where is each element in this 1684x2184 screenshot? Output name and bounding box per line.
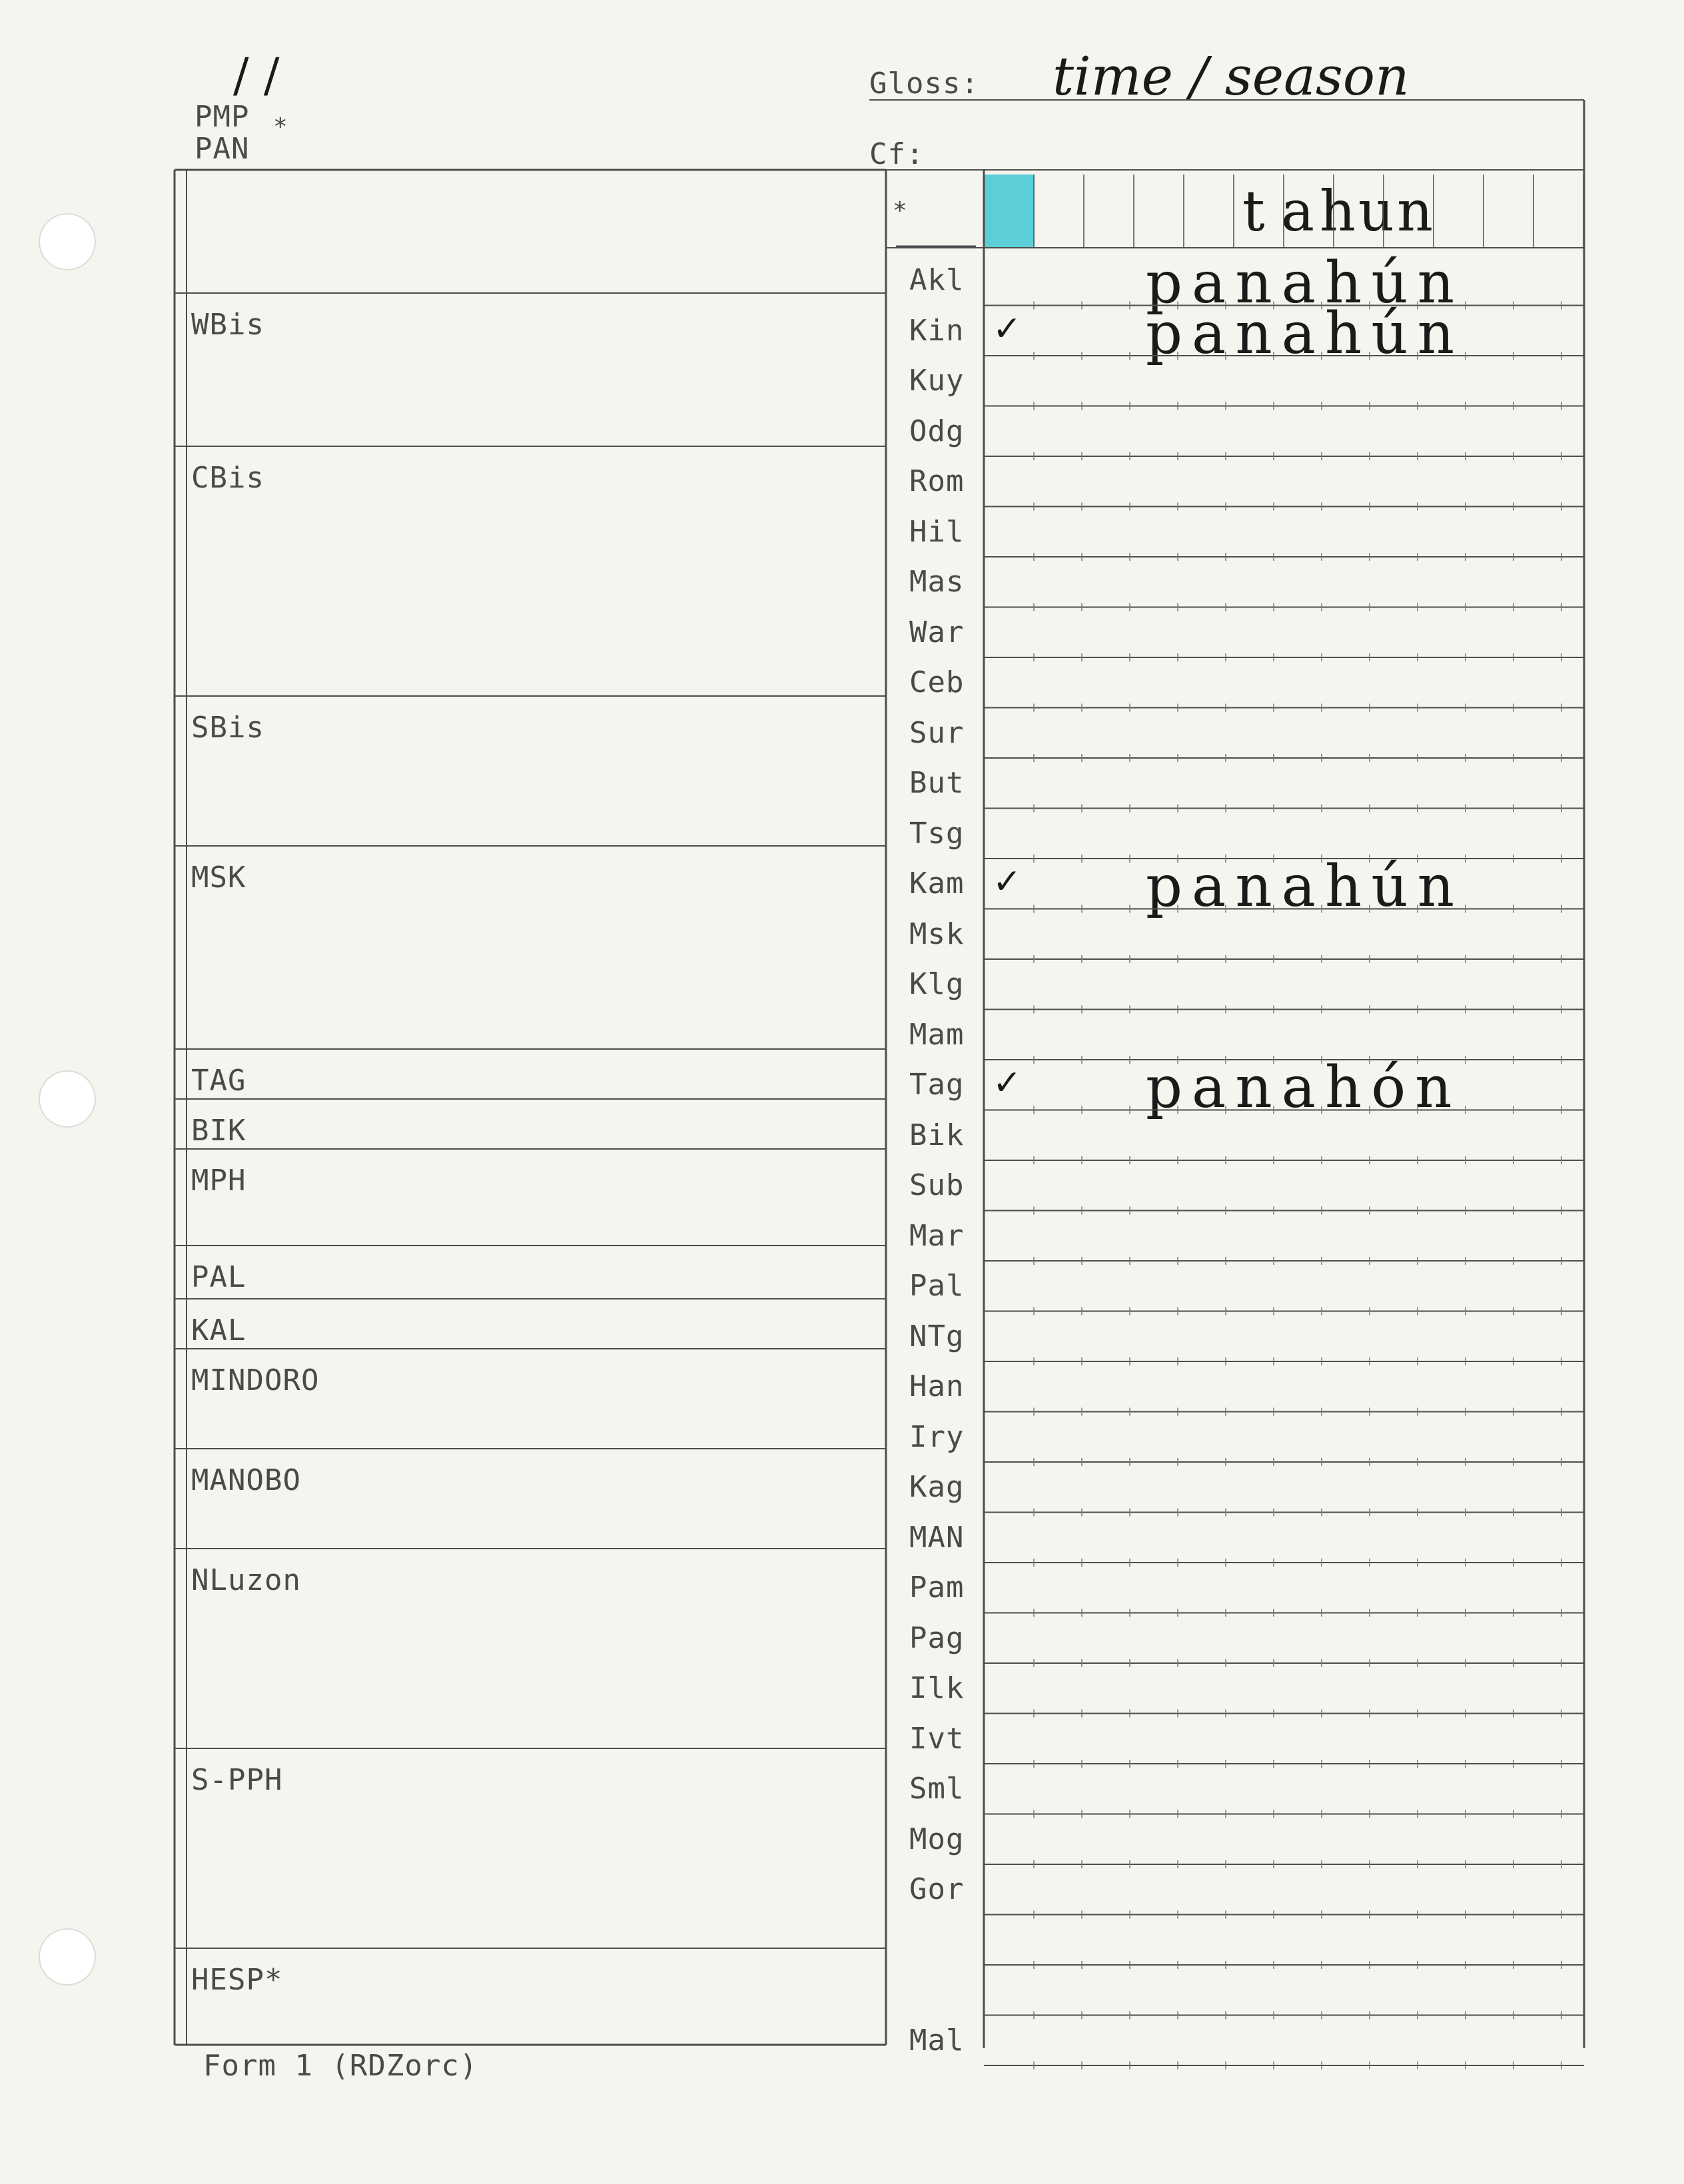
lang-label-rom: Rom — [909, 464, 965, 498]
lang-label-pal: Pal — [909, 1269, 965, 1303]
group-label-mph: MPH — [191, 1164, 246, 1198]
entry-form-kam: panahún — [1146, 853, 1464, 920]
group-label-spph: S-PPH — [191, 1763, 283, 1797]
form-footer: Form 1 (RDZorc) — [203, 2049, 478, 2083]
lang-label-kam: Kam — [909, 867, 965, 901]
group-label-hesp: HESP* — [191, 1963, 283, 1997]
group-label-msk: MSK — [191, 861, 246, 895]
lang-label-war: War — [909, 615, 965, 649]
proto-segment-2: h — [1320, 179, 1356, 244]
entry-form-tag: panahón — [1146, 1054, 1462, 1121]
group-label-kal: KAL — [191, 1313, 246, 1347]
lang-label-kin: Kin — [909, 313, 965, 348]
lang-label-pam: Pam — [909, 1571, 965, 1605]
entry-form-akl: panahún — [1146, 250, 1464, 316]
group-label-tag: TAG — [191, 1064, 246, 1098]
lang-label-kuy: Kuy — [909, 364, 965, 398]
pmp-label: PMP — [195, 100, 250, 134]
group-label-sbis: SBis — [191, 711, 264, 745]
lang-label-akl: Akl — [909, 263, 965, 297]
lang-label-mog: Mog — [909, 1822, 965, 1856]
group-label-mindoro: MINDORO — [191, 1363, 320, 1397]
lang-label-klg: Klg — [909, 967, 965, 1001]
lang-label-hil: Hil — [909, 514, 965, 549]
date-slashes: / / — [233, 48, 280, 103]
lang-label-but: But — [909, 766, 965, 800]
group-label-pal: PAL — [191, 1260, 246, 1294]
lang-label-odg: Odg — [909, 414, 965, 448]
gloss-value: time / season — [1052, 45, 1410, 107]
gloss-label: Gloss: — [869, 67, 979, 101]
group-label-wbis: WBis — [191, 308, 264, 342]
lang-label-sml: Sml — [909, 1772, 965, 1806]
lang-label-mam: Mam — [909, 1017, 965, 1052]
lang-label-tag: Tag — [909, 1068, 965, 1102]
lang-label-bik: Bik — [909, 1118, 965, 1152]
lang-label-kag: Kag — [909, 1470, 965, 1504]
lang-label-pag: Pag — [909, 1621, 965, 1655]
lang-label-man: MAN — [909, 1520, 965, 1555]
check-mark-kin: ✓ — [993, 308, 1022, 349]
lang-label-ntg: NTg — [909, 1319, 965, 1353]
group-label-nluzon: NLuzon — [191, 1563, 301, 1597]
lang-label-mas: Mas — [909, 565, 965, 599]
check-mark-tag: ✓ — [993, 1063, 1022, 1103]
lang-label-msk: Msk — [909, 916, 965, 951]
group-label-cbis: CBis — [191, 461, 264, 495]
proto-segment-3: u — [1358, 179, 1395, 244]
entry-form-kin: panahún — [1146, 300, 1464, 367]
lang-label-iry: Iry — [909, 1419, 965, 1454]
check-mark-kam: ✓ — [993, 862, 1022, 902]
proto-segment-0: t — [1242, 179, 1265, 244]
pan-label: PAN — [195, 132, 250, 166]
proto-segment-1: a — [1281, 179, 1315, 244]
header-star: * — [273, 113, 288, 141]
lang-label-ilk: Ilk — [909, 1671, 965, 1705]
lang-label-ivt: Ivt — [909, 1721, 965, 1756]
proto-star: * — [893, 197, 908, 224]
lang-label-mar: Mar — [909, 1218, 965, 1253]
group-label-manobo: MANOBO — [191, 1463, 301, 1497]
lang-label-han: Han — [909, 1369, 965, 1403]
proto-segment-4: n — [1397, 179, 1434, 244]
lang-label-sub: Sub — [909, 1168, 965, 1202]
lang-label-gor: Gor — [909, 1872, 965, 1906]
cf-label: Cf: — [869, 137, 925, 171]
group-label-bik: BIK — [191, 1114, 246, 1148]
lang-label-tsg: Tsg — [909, 816, 965, 851]
lang-label-sur: Sur — [909, 715, 965, 750]
lang-label-ceb: Ceb — [909, 665, 965, 699]
lang-label-mal: Mal — [909, 2023, 965, 2057]
